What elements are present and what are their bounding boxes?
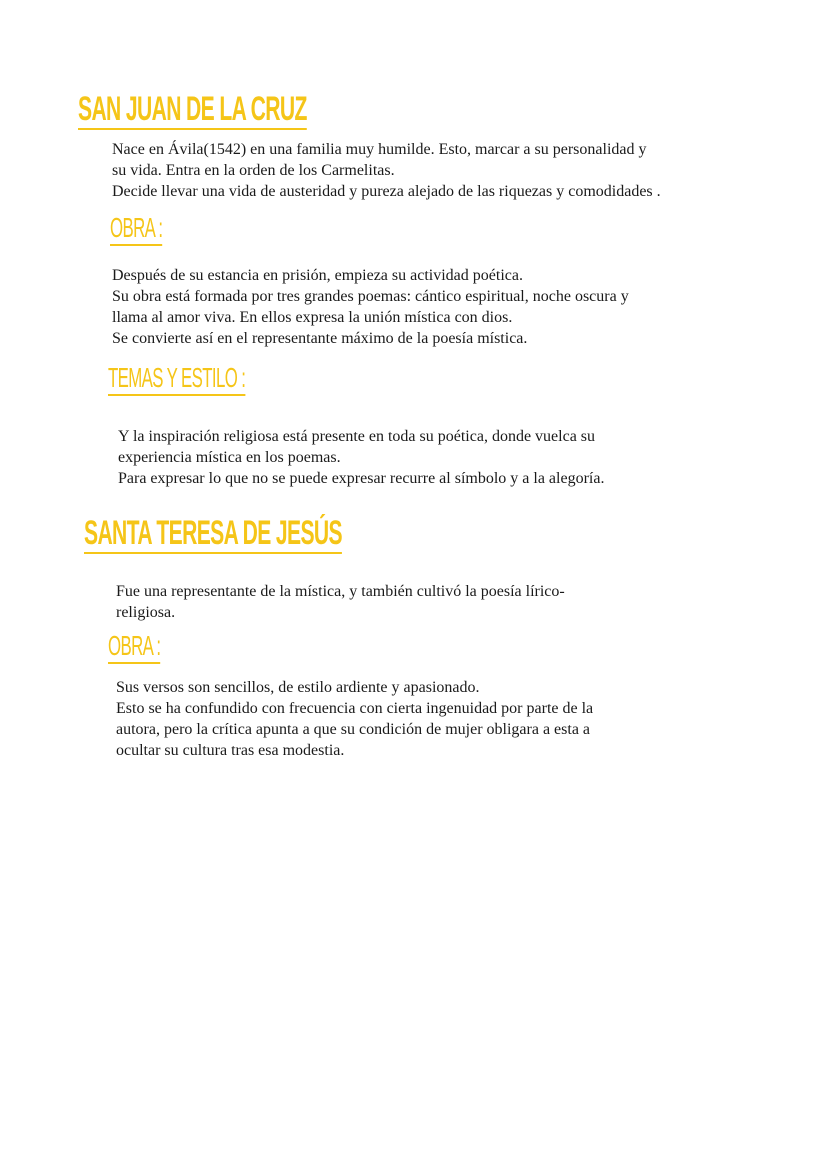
santa-teresa-title: SANTA TERESA DE JESÚS [84, 514, 342, 552]
text-line: Fue una representante de la mística, y también cultivó la poesía lírico- [116, 583, 565, 600]
san-juan-temas-title: TEMAS Y ESTILO : [108, 364, 245, 396]
text-line: Después de su estancia en prisión, empieza su actividad poética. [112, 267, 523, 284]
text-line: llama al amor viva. En ellos expresa la unión mística con dios. [112, 309, 513, 326]
text-line: autora, pero la crítica apunta a que su condición de mujer obligara a esta a [116, 721, 591, 738]
text-line: su vida. Entra en la orden de los Carmelitas. [112, 162, 395, 179]
santa-teresa-obra-title: OBRA : [108, 632, 160, 664]
text-line: ocultar su cultura tras esa modestia. [116, 742, 345, 759]
text-line: Para expresar lo que no se puede expresar recurre al símbolo y a la alegoría. [118, 470, 605, 487]
text-line: Nace en Ávila(1542) en una familia muy humilde. Esto, marcar a su personalidad y [112, 141, 647, 158]
san-juan-obra-title: OBRA : [110, 214, 162, 246]
text-line: Y la inspiración religiosa está presente en toda su poética, donde vuelca su [118, 428, 596, 445]
text-line: Esto se ha confundido con frecuencia con cierta ingenuidad por parte de la [116, 700, 594, 717]
text-line: Se convierte así en el representante máximo de la poesía mística. [112, 330, 528, 347]
santa-teresa-obra [116, 677, 593, 761]
text-line: Decide llevar una vida de austeridad y pureza alejado de las riquezas y comodidades . [112, 183, 661, 200]
san-juan-title: SAN JUAN DE LA CRUZ [78, 90, 307, 128]
san-juan-intro [112, 139, 661, 202]
san-juan-temas [118, 426, 604, 489]
text-line: Sus versos son sencillos, de estilo ardiente y apasionado. [116, 679, 480, 696]
santa-teresa-intro [116, 581, 565, 623]
san-juan-obra [112, 265, 629, 349]
text-line: experiencia mística en los poemas. [118, 449, 341, 466]
text-line: religiosa. [116, 604, 176, 621]
text-line: Su obra está formada por tres grandes poemas: cántico espiritual, noche oscura y [112, 288, 629, 305]
